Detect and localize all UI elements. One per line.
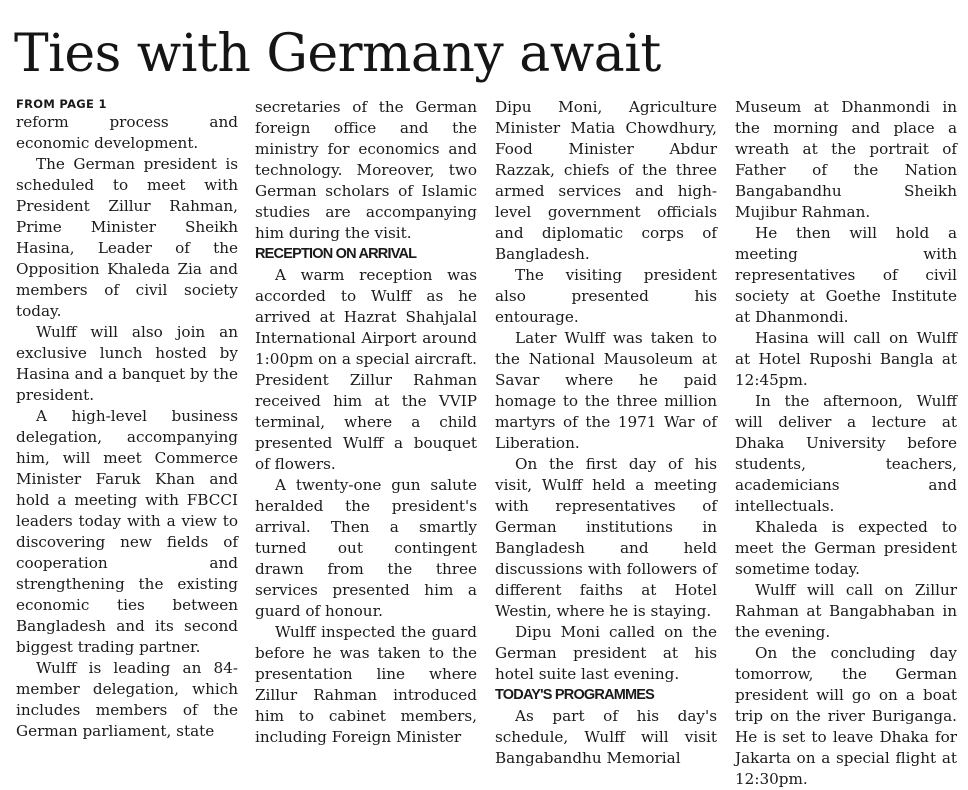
paragraph: A warm reception was accorded to Wulff as he arrived at Hazrat Shahjalal International Airport around 1:00pm on a special aircraft. President Zillur Rahman received him at the VVIP terminal, where a child presented Wulff a bouquet of flowers. — [255, 266, 477, 473]
continued-from-label: FROM PAGE 1 — [16, 97, 107, 111]
article-column-3 — [495, 97, 717, 769]
section-subhead: RECEPTION ON ARRIVAL — [255, 246, 417, 262]
paragraph: A high-level business delegation, accompanying him, will meet Commerce Minister Faruk Khan and hold a meeting with FBCCI leaders today with a view to discovering new fields of cooperation and strengthening the existing economic ties between Bangladesh and its second biggest trading partner. — [16, 407, 238, 656]
paragraph: Dipu Moni called on the German president at his hotel suite last evening. — [495, 623, 717, 683]
paragraph: Museum at Dhanmondi in the morning and place a wreath at the portrait of Father of the Nation Bangabandhu Sheikh Mujibur Rahman. — [735, 98, 957, 221]
paragraph: Wulff inspected the guard before he was taken to the presentation line where Zillur Rahman introduced him to cabinet members, including Foreign Minister — [255, 623, 477, 746]
paragraph: The visiting president also presented his entourage. — [495, 266, 717, 326]
paragraph: On the concluding day tomorrow, the German president will go on a boat trip on the river Buriganga. He is set to leave Dhaka for Jakarta on a special flight at 12:30pm. — [735, 644, 957, 788]
paragraph: The German president is scheduled to meet with President Zillur Rahman, Prime Minister Sheikh Hasina, Leader of the Opposition Khaleda Zia and members of civil society today. — [16, 155, 238, 320]
paragraph: Hasina will call on Wulff at Hotel Ruposhi Bangla at 12:45pm. — [735, 329, 957, 389]
paragraph: secretaries of the German foreign office and the ministry for economics and technology. Moreover, two German scholars of Islamic studies are accompanying him during the visit. — [255, 98, 477, 242]
paragraph: reform process and economic development. — [16, 113, 238, 152]
article-column-1 — [16, 97, 238, 742]
article-column-2 — [255, 97, 477, 748]
paragraph: Wulff is leading an 84-member delegation, which includes members of the German parliament, state — [16, 659, 238, 740]
paragraph: Wulff will also join an exclusive lunch hosted by Hasina and a banquet by the president. — [16, 323, 238, 404]
headline: Ties with Germany await — [14, 24, 661, 84]
paragraph: In the afternoon, Wulff will deliver a lecture at Dhaka University before students, teachers, academicians and intellectuals. — [735, 392, 957, 515]
paragraph: As part of his day's schedule, Wulff will visit Bangabandhu Memorial — [495, 707, 717, 767]
paragraph: Dipu Moni, Agriculture Minister Matia Chowdhury, Food Minister Abdur Razzak, chiefs of the three armed services and high-level government officials and diplomatic corps of Bangladesh. — [495, 98, 717, 263]
paragraph: A twenty-one gun salute heralded the president's arrival. Then a smartly turned out contingent drawn from the three services presented him a guard of honour. — [255, 476, 477, 620]
paragraph: On the first day of his visit, Wulff held a meeting with representatives of German institutions in Bangladesh and held discussions with followers of different faiths at Hotel Westin, where he is staying. — [495, 455, 717, 620]
section-subhead: TODAY'S PROGRAMMES — [495, 687, 655, 703]
article-column-4 — [735, 97, 957, 790]
paragraph: He then will hold a meeting with representatives of civil society at Goethe Institute at Dhanmondi. — [735, 224, 957, 326]
paragraph: Later Wulff was taken to the National Mausoleum at Savar where he paid homage to the three million martyrs of the 1971 War of Liberation. — [495, 329, 717, 452]
paragraph: Wulff will call on Zillur Rahman at Bangabhaban in the evening. — [735, 581, 957, 641]
paragraph: Khaleda is expected to meet the German president sometime today. — [735, 518, 957, 578]
